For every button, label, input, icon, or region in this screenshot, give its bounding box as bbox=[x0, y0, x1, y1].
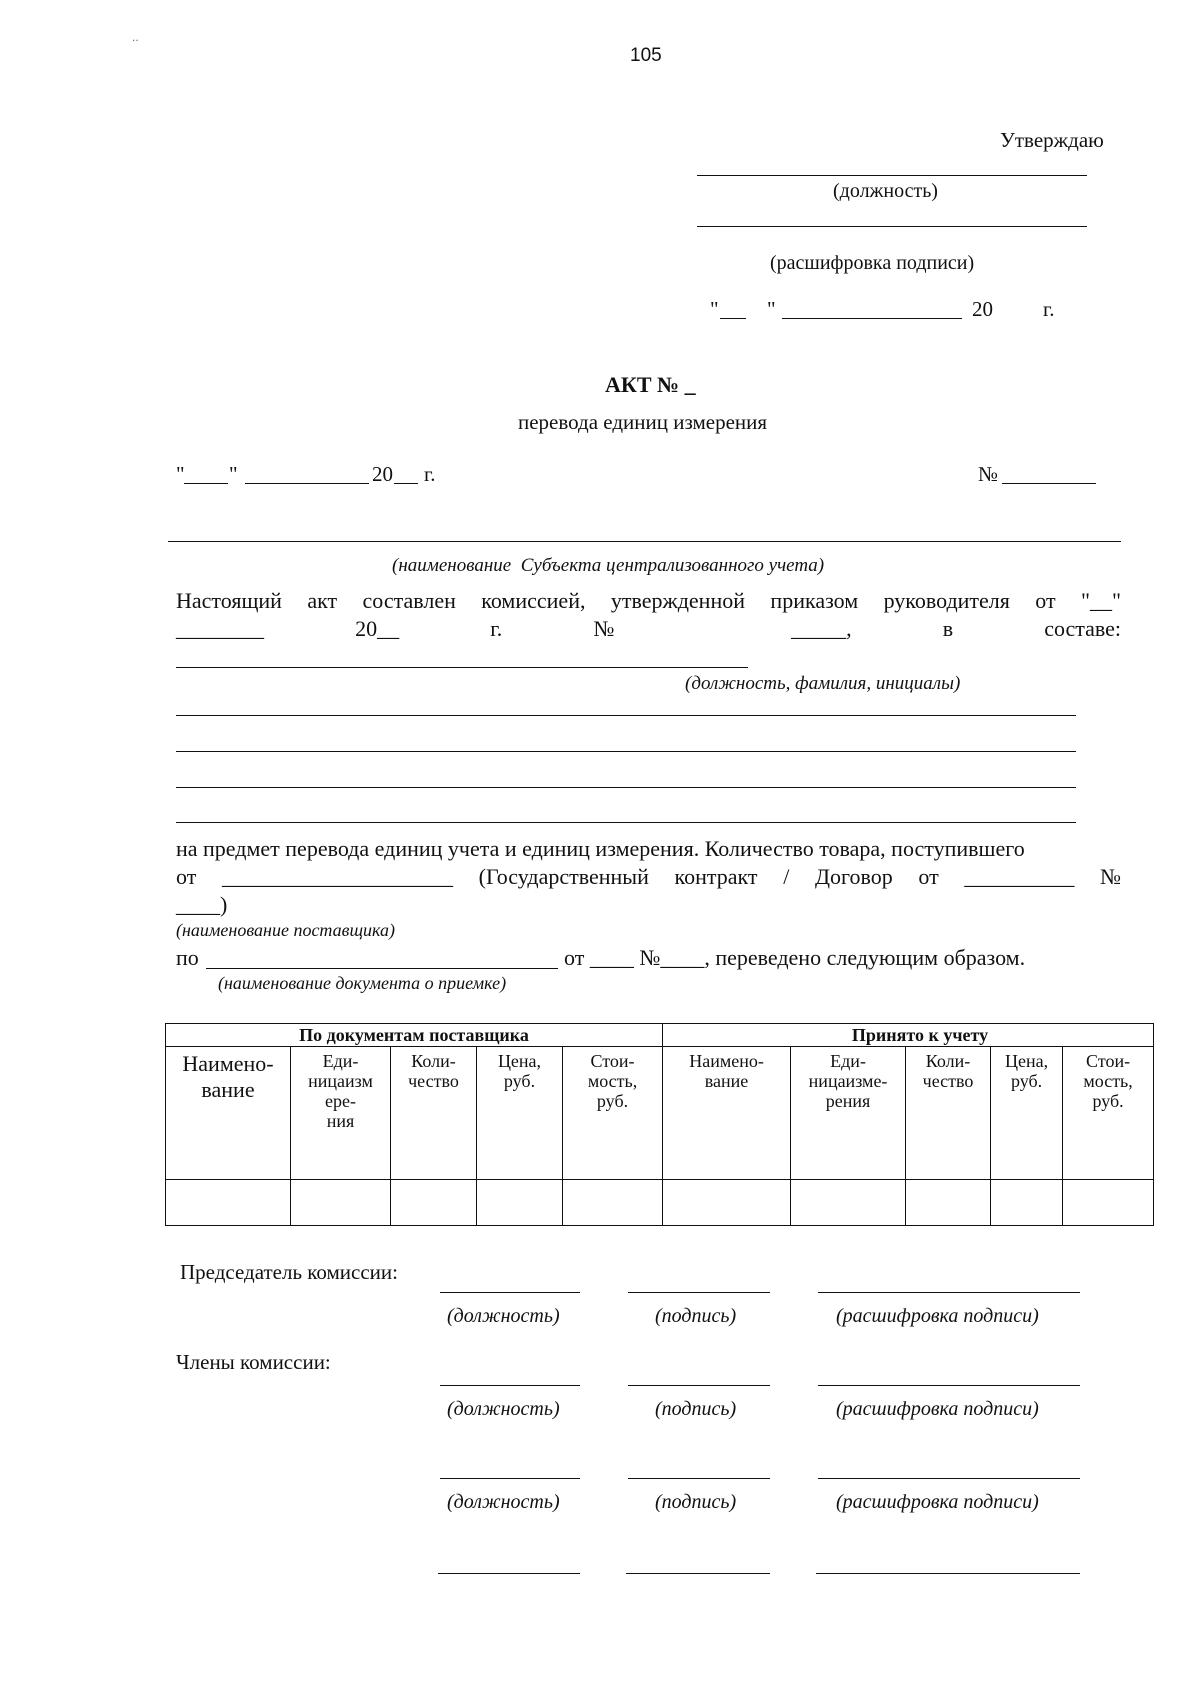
table-cell[interactable] bbox=[663, 1180, 791, 1226]
approval-signature-line bbox=[697, 226, 1087, 227]
member1-position-line bbox=[440, 1385, 580, 1386]
member2-decode-caption: (расшифровка подписи) bbox=[836, 1491, 1039, 1513]
receipt-doc-line bbox=[206, 968, 558, 969]
act-subtitle: перевода единиц измерения bbox=[518, 410, 768, 434]
members-line-5 bbox=[176, 822, 1076, 823]
table-cell[interactable] bbox=[291, 1180, 391, 1226]
member1-signature-caption: (подпись) bbox=[655, 1398, 737, 1420]
member2-signature-line bbox=[628, 1478, 770, 1479]
act-number-line bbox=[1002, 483, 1096, 484]
col-header-cost: Стои- мость, руб. bbox=[563, 1047, 663, 1180]
approval-position-caption: (должность) bbox=[833, 180, 938, 202]
col-header-accepted-name: Наимено- вание bbox=[663, 1047, 791, 1180]
members-line-3 bbox=[176, 751, 1076, 752]
commission-word: комиссией, bbox=[481, 588, 586, 613]
chairman-signature-line bbox=[628, 1292, 770, 1293]
col-header-price: Цена, руб. bbox=[477, 1047, 563, 1180]
col-header-accepted-quantity: Коли- чество bbox=[906, 1047, 991, 1180]
table-cell[interactable] bbox=[563, 1180, 663, 1226]
commission-word: в bbox=[942, 616, 954, 641]
member2-decode-line bbox=[818, 1478, 1080, 1479]
member2-position-line bbox=[440, 1478, 580, 1479]
member2-signature-caption: (подпись) bbox=[655, 1491, 737, 1513]
act-date-day-line bbox=[184, 483, 228, 484]
members-line-4 bbox=[176, 787, 1076, 788]
subject-word: от bbox=[176, 864, 197, 889]
table-cell[interactable] bbox=[906, 1180, 991, 1226]
member3-decode-line bbox=[816, 1573, 1080, 1574]
member1-decode-caption: (расшифровка подписи) bbox=[836, 1398, 1039, 1420]
commission-word: приказом bbox=[770, 588, 859, 613]
chairman-position-caption: (должность) bbox=[447, 1305, 560, 1327]
commission-word: № bbox=[593, 616, 700, 641]
table-cell[interactable] bbox=[991, 1180, 1063, 1226]
subject-word: Договор bbox=[814, 864, 893, 889]
subject-word: / bbox=[783, 864, 790, 889]
act-number-label: № bbox=[978, 462, 999, 486]
col-header-unit: Еди- ницаизм ере- ния bbox=[291, 1047, 391, 1180]
commission-word: составе: bbox=[1044, 616, 1122, 641]
act-date-year-line bbox=[394, 483, 418, 484]
subject-word: _____________________ bbox=[221, 864, 453, 889]
approval-date-day-line bbox=[720, 318, 746, 319]
entity-caption: (наименование Субъекта централизованного учета) bbox=[392, 555, 825, 576]
approval-heading: Утверждаю bbox=[1000, 128, 1104, 152]
subject-po: по bbox=[176, 945, 199, 970]
approval-date-quote-open: " bbox=[710, 297, 719, 321]
member1-decode-line bbox=[818, 1385, 1080, 1386]
chairman-position-line bbox=[440, 1292, 580, 1293]
col-header-accepted-unit: Еди- ницаизме- рения bbox=[791, 1047, 906, 1180]
commission-word: утвержденной bbox=[610, 588, 746, 613]
table-cell[interactable] bbox=[391, 1180, 477, 1226]
members-line-1 bbox=[176, 667, 748, 668]
act-date bbox=[176, 462, 476, 488]
approval-position-line bbox=[697, 175, 1087, 176]
commission-word: от bbox=[1035, 588, 1056, 613]
commission-word: г. bbox=[490, 616, 503, 641]
commission-word: руководителя bbox=[883, 588, 1010, 613]
chairman-label: Председатель комиссии: bbox=[180, 1260, 398, 1284]
subject-word: от bbox=[918, 864, 939, 889]
act-date-month-line bbox=[245, 483, 369, 484]
act-date-quote-close: " bbox=[229, 462, 238, 486]
page-number: 105 bbox=[630, 45, 662, 66]
subject-line-1: на предмет перевода единиц учета и единиц измерения. Количество товара, поступившего bbox=[176, 836, 1025, 861]
entity-name-line bbox=[168, 541, 1121, 542]
member3-signature-line bbox=[626, 1573, 770, 1574]
col-header-accepted-price: Цена, руб. bbox=[991, 1047, 1063, 1180]
commission-word: составлен bbox=[362, 588, 456, 613]
subject-word: __________ bbox=[964, 864, 1075, 889]
member1-signature-line bbox=[628, 1385, 770, 1386]
member2-position-caption: (должность) bbox=[447, 1491, 560, 1513]
chairman-decode-line bbox=[818, 1292, 1080, 1293]
approval-date-year: 20 bbox=[972, 297, 993, 321]
group-header-supplier: По документам поставщика bbox=[166, 1024, 663, 1047]
act-date-year-suffix: г. bbox=[424, 462, 436, 486]
chairman-signature-caption: (подпись) bbox=[655, 1305, 737, 1327]
act-title: АКТ № _ bbox=[605, 372, 696, 397]
subject-word: контракт bbox=[674, 864, 758, 889]
col-header-name: Наимено- вание bbox=[166, 1047, 291, 1180]
members-label: Члены комиссии: bbox=[176, 1350, 331, 1374]
subject-word: (Государственный bbox=[478, 864, 649, 889]
act-date-year: 20 bbox=[372, 462, 393, 486]
doc-caption: (наименование документа о приемке) bbox=[218, 973, 507, 993]
col-header-quantity: Коли- чество bbox=[391, 1047, 477, 1180]
commission-word: 20__ bbox=[355, 616, 400, 641]
act-number bbox=[978, 462, 1118, 488]
commission-word: _____, bbox=[791, 616, 852, 641]
table-cell[interactable] bbox=[166, 1180, 291, 1226]
member1-position-caption: (должность) bbox=[447, 1398, 560, 1420]
approval-date bbox=[710, 297, 1070, 323]
chairman-decode-caption: (расшифровка подписи) bbox=[836, 1305, 1039, 1327]
approval-signature-caption: (расшифровка подписи) bbox=[770, 252, 975, 274]
subject-line-4 bbox=[176, 945, 1126, 973]
subject-line-2 bbox=[176, 864, 1121, 890]
subject-line-3: ____) bbox=[176, 892, 228, 917]
act-date-quote-open: " bbox=[176, 462, 185, 486]
members-caption: (должность, фамилия, инициалы) bbox=[685, 673, 961, 694]
approval-date-quote-close: " bbox=[767, 297, 776, 321]
col-header-accepted-cost: Стои- мость, руб. bbox=[1063, 1047, 1154, 1180]
commission-line-2 bbox=[176, 616, 1121, 642]
supplier-caption: (наименование поставщика) bbox=[176, 920, 396, 940]
table-cell[interactable] bbox=[791, 1180, 906, 1226]
approval-date-year-suffix: г. bbox=[1043, 297, 1055, 321]
group-header-accepted: Принято к учету bbox=[663, 1024, 1154, 1047]
table-row bbox=[166, 1180, 1154, 1226]
commission-word: "__" bbox=[1081, 588, 1121, 613]
table-cell[interactable] bbox=[1063, 1180, 1154, 1226]
stray-mark: .. bbox=[132, 30, 139, 44]
approval-date-month-line bbox=[782, 318, 962, 319]
commission-word: ________ bbox=[176, 616, 264, 641]
conversion-table bbox=[165, 1023, 1154, 1226]
commission-word: Настоящий bbox=[176, 588, 282, 613]
commission-word: акт bbox=[307, 588, 338, 613]
commission-line-1 bbox=[176, 588, 1121, 614]
table-cell[interactable] bbox=[477, 1180, 563, 1226]
subject-line-4-rest: от ____ №____, переведено следующим образом. bbox=[564, 945, 1026, 970]
members-line-2 bbox=[176, 715, 1076, 716]
subject-word: № bbox=[1100, 864, 1121, 889]
member3-position-line bbox=[438, 1573, 580, 1574]
